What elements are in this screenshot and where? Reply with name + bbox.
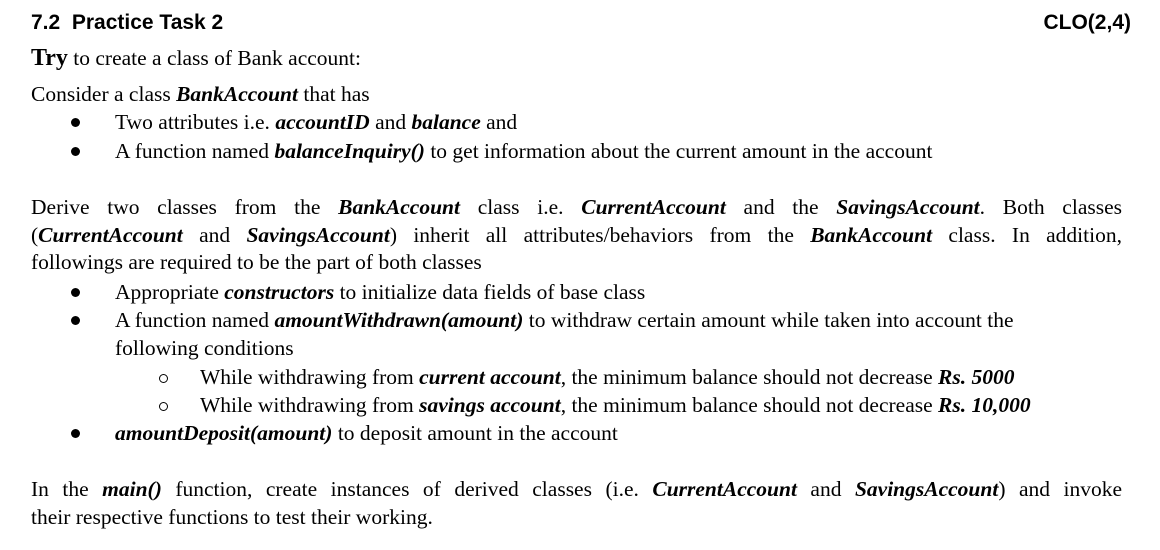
main-line-2: their respective functions to test their working. <box>31 505 433 529</box>
class-name-bankaccount: BankAccount <box>176 82 298 106</box>
para-bold: SavingsAccount <box>854 477 999 501</box>
item-text: to withdraw certain amount while taken into account the <box>523 308 1014 332</box>
condition-amount: Rs. 5000 <box>938 365 1015 389</box>
para-text: . Both classes <box>979 195 1123 219</box>
condition-item <box>200 363 1015 391</box>
item-bold: balance <box>411 110 481 134</box>
item-bold: balanceInquiry() <box>274 139 425 163</box>
main-line-1 <box>31 475 1122 503</box>
item-text: to initialize data fields of base class <box>334 280 646 304</box>
item-bold: constructors <box>224 280 335 304</box>
item-text: to deposit amount in the account <box>332 421 618 445</box>
para-bold: CurrentAccount <box>38 223 183 247</box>
para-bold: BankAccount <box>810 223 933 247</box>
condition-text: , the minimum balance should not decrease <box>560 365 939 389</box>
condition-bold: current account <box>419 365 561 389</box>
item-text: to get information about the current amount in the account <box>424 139 933 163</box>
list-item <box>115 306 1014 334</box>
try-word: Try <box>31 45 68 71</box>
para-bold: BankAccount <box>338 195 460 219</box>
bullet-icon <box>70 428 82 440</box>
consider-text: Consider a class <box>31 82 177 106</box>
para-text: ( <box>31 223 39 247</box>
item-text: Two attributes i.e. <box>115 110 276 134</box>
consider-text-end: that has <box>297 82 370 106</box>
condition-text: While withdrawing from <box>200 365 420 389</box>
condition-text: While withdrawing from <box>200 393 420 417</box>
derive-line-3: followings are required to be the part of both classes <box>31 250 482 274</box>
para-text: ) and invoke <box>998 477 1123 501</box>
para-bold: CurrentAccount <box>581 195 726 219</box>
item-text: and <box>369 110 412 134</box>
item-bold: amountDeposit(amount) <box>115 421 333 445</box>
list-item <box>115 419 618 447</box>
section-heading <box>31 10 1131 36</box>
list-item <box>115 137 932 165</box>
derive-line-2 <box>31 221 1122 249</box>
para-bold: SavingsAccount <box>836 195 980 219</box>
item-bold: accountID <box>275 110 370 134</box>
list-item <box>115 278 645 306</box>
item-text: Appropriate <box>115 280 225 304</box>
para-text: and <box>182 223 247 247</box>
para-text: function, create instances of derived classes (i.e. <box>161 477 653 501</box>
bullet-icon <box>70 117 82 129</box>
para-text: Derive two classes from the <box>31 195 339 219</box>
condition-amount: Rs. 10,000 <box>938 393 1031 417</box>
item-text: A function named <box>115 139 275 163</box>
circle-bullet-icon <box>158 401 170 413</box>
condition-bold: savings account <box>419 393 561 417</box>
para-bold: main() <box>102 477 162 501</box>
item-text: A function named <box>115 308 275 332</box>
list-item-continuation: following conditions <box>115 336 294 360</box>
para-text: class. In addition, <box>932 223 1122 247</box>
para-text: and the <box>725 195 837 219</box>
intro-line <box>31 44 361 72</box>
para-bold: SavingsAccount <box>246 223 390 247</box>
clo-label: CLO(2,4) <box>1043 11 1131 34</box>
circle-bullet-icon <box>158 373 170 385</box>
consider-line <box>31 80 370 108</box>
bullet-icon <box>70 315 82 327</box>
para-bold: CurrentAccount <box>652 477 797 501</box>
task-title: 7.2 Practice Task 2 <box>31 11 224 34</box>
item-bold: amountWithdrawn(amount) <box>274 308 524 332</box>
para-text: and <box>796 477 855 501</box>
item-text: and <box>480 110 518 134</box>
bullet-icon <box>70 287 82 299</box>
intro-text: to create a class of Bank account: <box>67 46 361 70</box>
condition-item <box>200 391 1031 419</box>
para-text: In the <box>31 477 103 501</box>
bullet-icon <box>70 146 82 158</box>
list-item <box>115 108 517 136</box>
condition-text: , the minimum balance should not decrease <box>560 393 939 417</box>
derive-line-1 <box>31 193 1122 221</box>
para-text: ) inherit all attributes/behaviors from the <box>389 223 811 247</box>
para-text: class i.e. <box>460 195 582 219</box>
